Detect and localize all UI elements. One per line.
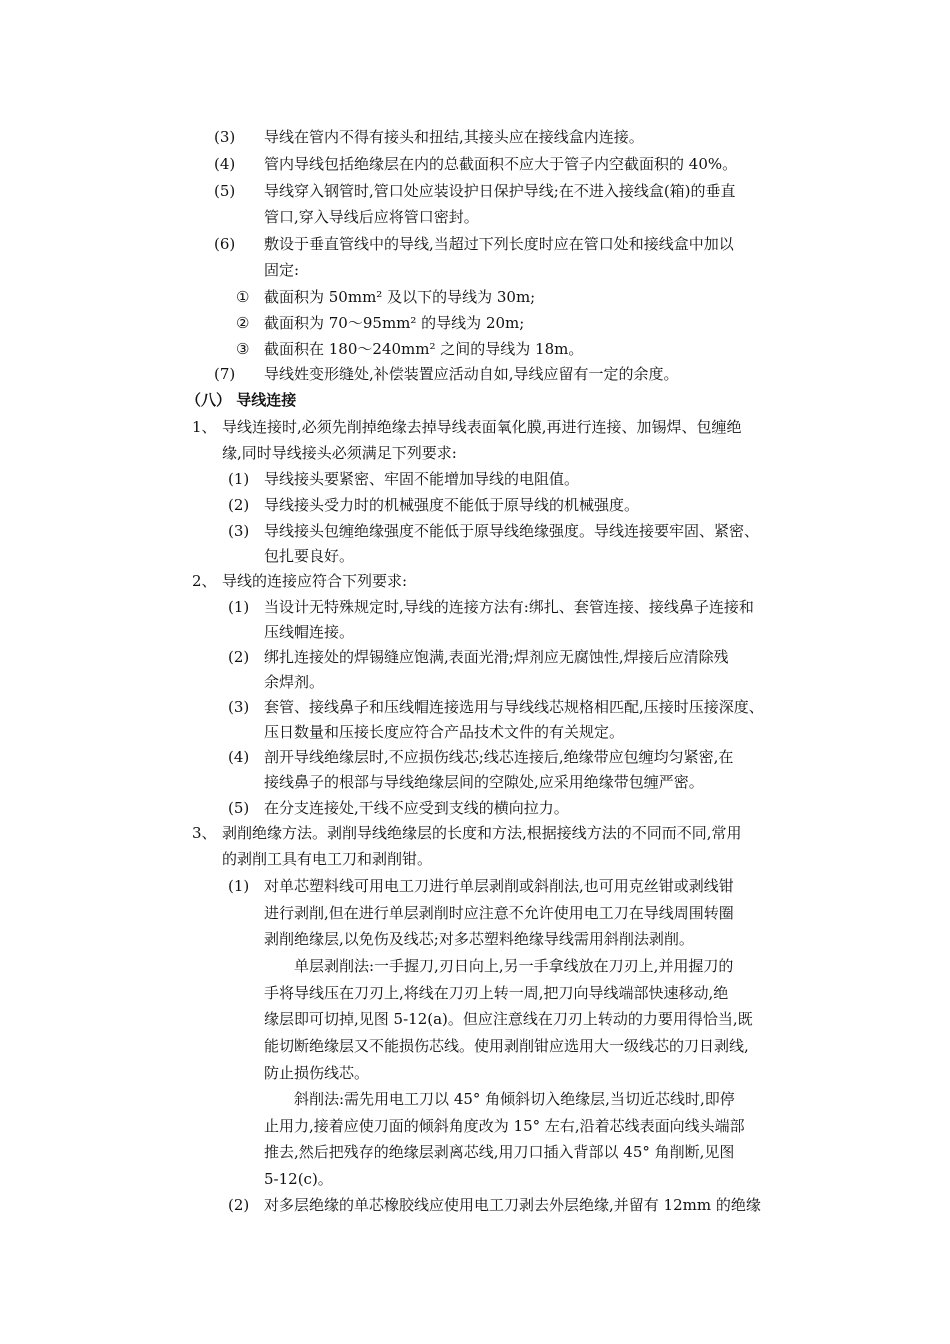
text-line: 当设计无特殊规定时,导线的连接方法有:绑扎、套管连接、接线鼻子连接和 — [264, 598, 754, 616]
item-number: (1) — [228, 598, 250, 616]
item-number: (5) — [228, 799, 250, 817]
item-number: (2) — [228, 496, 250, 514]
text-line: 剥削绝缘层,以免伤及线芯;对多芯塑料绝缘导线需用斜削法剥削。 — [264, 930, 694, 948]
item-number: 2、 — [192, 572, 217, 590]
text-line: 导线的连接应符合下列要求: — [222, 572, 408, 590]
item-number: (5) — [214, 182, 236, 200]
text-line: 导线接头包缠绝缘强度不能低于原导线绝缘强度。导线连接要牢固、紧密、 — [264, 522, 760, 540]
text-line: 截面积在 180～240mm² 之间的导线为 18m。 — [264, 340, 584, 358]
item-number: (2) — [228, 1196, 250, 1214]
circled-number: ① — [236, 288, 250, 306]
text-line: 的剥削工具有电工刀和剥削钳。 — [222, 850, 433, 868]
text-line: 剖开导线绝缘层时,不应损伤线芯;线芯连接后,绝缘带应包缠均匀紧密,在 — [264, 748, 734, 766]
text-line: 固定: — [264, 261, 300, 279]
text-line: 缘,同时导线接头必须满足下列要求: — [222, 444, 457, 462]
text-line: 缘层即可切掉,见图 5-12(a)。但应注意线在刀刃上转动的力要用得恰当,既 — [264, 1010, 753, 1028]
item-number: (3) — [228, 522, 250, 540]
text-line: 导线接头要紧密、牢固不能增加导线的电阻值。 — [264, 470, 580, 488]
text-line: 单层剥削法:一手握刀,刃日向上,另一手拿线放在刀刃上,并用握刀的 — [294, 957, 734, 975]
text-line: 进行剥削,但在进行单层剥削时应注意不允许使用电工刀在导线周围转圈 — [264, 904, 734, 922]
text-line: 余焊剂。 — [264, 673, 325, 691]
text-line: 截面积为 50mm² 及以下的导线为 30m; — [264, 288, 536, 306]
item-number: (3) — [228, 698, 250, 716]
text-line: 防止损伤线芯。 — [264, 1064, 370, 1082]
item-number: 3、 — [192, 824, 217, 842]
item-number: (4) — [228, 748, 250, 766]
text-line: 包扎要良好。 — [264, 547, 355, 565]
text-line: 斜削法:需先用电工刀以 45° 角倾斜切入绝缘层,当切近芯线时,即停 — [294, 1090, 735, 1108]
text-line: 压线帽连接。 — [264, 623, 355, 641]
circled-number: ③ — [236, 340, 250, 358]
text-line: 导线在管内不得有接头和扭结,其接头应在接线盒内连接。 — [264, 128, 644, 146]
item-number: (4) — [214, 155, 236, 173]
text-line: 推去,然后把残存的绝缘层剥离芯线,用刀口插入背部以 45° 角削断,见图 — [264, 1143, 735, 1161]
text-line: 导线穿入钢管时,管口处应装设护日保护导线;在不进入接线盒(箱)的垂直 — [264, 182, 736, 200]
item-number: (7) — [214, 365, 236, 383]
text-line: 对多层绝缘的单芯橡胶线应使用电工刀剥去外层绝缘,并留有 12mm 的绝缘 — [264, 1196, 761, 1214]
item-number: (2) — [228, 648, 250, 666]
text-line: 止用力,接着应使刀面的倾斜角度改为 15° 左右,沿着芯线表面向线头端部 — [264, 1117, 745, 1135]
text-line: 绑扎连接处的焊锡缝应饱满,表面光滑;焊剂应无腐蚀性,焊接后应清除残 — [264, 648, 729, 666]
item-number: (6) — [214, 235, 236, 253]
text-line: 管口,穿入导线后应将管口密封。 — [264, 208, 479, 226]
text-line: 导线连接时,必须先削掉绝缘去掉导线表面氧化膜,再进行连接、加锡焊、包缠绝 — [222, 418, 742, 436]
item-number: (1) — [228, 877, 250, 895]
text-line: 压日数量和压接长度应符合产品技术文件的有关规定。 — [264, 723, 625, 741]
text-line: 接线鼻子的根部与导线绝缘层间的空隙处,应采用绝缘带包缠严密。 — [264, 773, 704, 791]
text-line: 在分支连接处,干线不应受到支线的横向拉力。 — [264, 799, 569, 817]
text-line: 导线姓变形缝处,补偿装置应活动自如,导线应留有一定的余度。 — [264, 365, 679, 383]
text-line: 能切断绝缘层又不能损伤芯线。使用剥削钳应选用大一级线芯的刀日剥线, — [264, 1037, 749, 1055]
text-line: 管内导线包括绝缘层在内的总截面积不应大于管子内空截面积的 40%。 — [264, 155, 738, 173]
text-line: 5-12(c)。 — [264, 1170, 333, 1188]
item-number: 1、 — [192, 418, 217, 436]
text-line: 套管、接线鼻子和压线帽连接选用与导线线芯规格相匹配,压接时压接深度、 — [264, 698, 764, 716]
text-line: 剥削绝缘方法。剥削导线绝缘层的长度和方法,根据接线方法的不同而不同,常用 — [222, 824, 742, 842]
text-line: 敷设于垂直管线中的导线,当超过下列长度时应在管口处和接线盒中加以 — [264, 235, 734, 253]
circled-number: ② — [236, 314, 250, 332]
section-heading: （八） 导线连接 — [186, 391, 297, 409]
text-line: 截面积为 70～95mm² 的导线为 20m; — [264, 314, 525, 332]
text-line: 对单芯塑料线可用电工刀进行单层剥削或斜削法,也可用克丝钳或剥线钳 — [264, 877, 734, 895]
item-number: (3) — [214, 128, 236, 146]
item-number: (1) — [228, 470, 250, 488]
text-line: 手将导线压在刀刃上,将线在刀刃上转一周,把刀向导线端部快速移动,绝 — [264, 984, 729, 1002]
text-line: 导线接头受力时的机械强度不能低于原导线的机械强度。 — [264, 496, 640, 514]
